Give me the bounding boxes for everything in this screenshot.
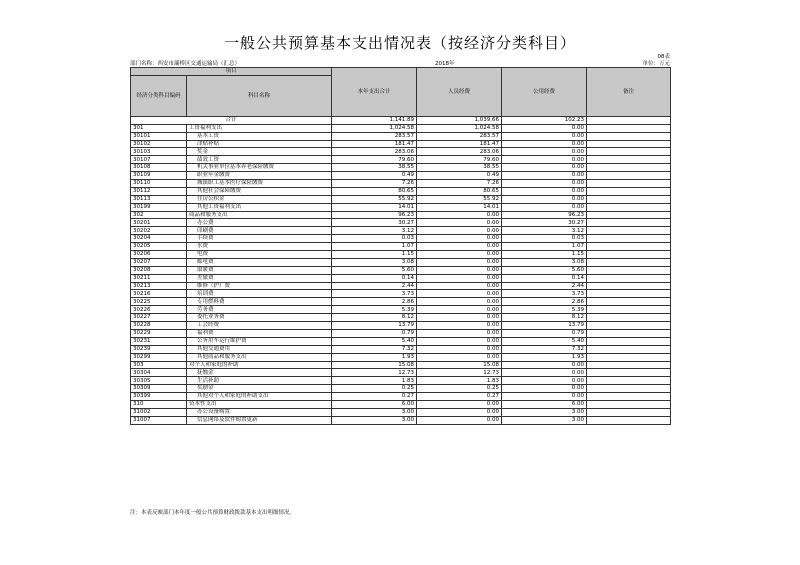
row-public: 8.12: [502, 314, 587, 322]
row-remark: [587, 266, 671, 274]
row-public: 0.00: [502, 148, 587, 156]
row-total: 2.44: [332, 282, 417, 290]
table-row: [131, 266, 671, 274]
row-total: 1.83: [332, 377, 417, 385]
row-code: 30225: [131, 298, 187, 306]
row-public: 0.00: [502, 393, 587, 401]
row-public: 3.00: [502, 408, 587, 416]
row-code: 30110: [131, 180, 187, 188]
row-public: 0.14: [502, 274, 587, 282]
row-remark: [587, 329, 671, 337]
row-code: 30103: [131, 148, 187, 156]
row-name: 委托业务费: [187, 314, 332, 322]
row-name: 维修（护）费: [187, 282, 332, 290]
row-public: 5.40: [502, 337, 587, 345]
row-public: 30.27: [502, 219, 587, 227]
row-name: 专用燃料费: [187, 298, 332, 306]
row-name: 水费: [187, 243, 332, 251]
row-total: 7.26: [332, 180, 417, 188]
row-personnel: 0.00: [417, 329, 502, 337]
footnote: 注：本表反映部门本年度一般公共预算财政拨款基本支出明细情况。: [130, 510, 296, 516]
row-personnel: 0.00: [417, 290, 502, 298]
row-total: 7.32: [332, 345, 417, 353]
row-code: 302: [131, 211, 187, 219]
row-public: 3.12: [502, 227, 587, 235]
row-public: 0.00: [502, 156, 587, 164]
table-row: [131, 195, 671, 203]
table-row: [131, 337, 671, 345]
form-code: 08表: [657, 54, 670, 60]
row-code: 30108: [131, 164, 187, 172]
row-personnel: 0.00: [417, 211, 502, 219]
row-public: 2.86: [502, 298, 587, 306]
row-remark: [587, 306, 671, 314]
row-remark: [587, 353, 671, 361]
row-public: 0.00: [502, 361, 587, 369]
row-code: 31002: [131, 408, 187, 416]
row-public: 0.00: [502, 377, 587, 385]
header-public: 公用经费: [502, 68, 587, 117]
row-total: 0.27: [332, 393, 417, 401]
row-total: 8.12: [332, 314, 417, 322]
row-total: 1.15: [332, 251, 417, 259]
row-code: 30204: [131, 235, 187, 243]
row-name: 机关事业单位基本养老保险缴费: [187, 164, 332, 172]
total-personnel: 1,039.66: [417, 116, 502, 124]
row-code: 30229: [131, 329, 187, 337]
row-public: 6.00: [502, 400, 587, 408]
row-total: 6.00: [332, 400, 417, 408]
row-total: 13.79: [332, 322, 417, 330]
table-row: [131, 282, 671, 290]
header-total: 本年支出合计: [332, 68, 417, 117]
row-remark: [587, 211, 671, 219]
row-personnel: 0.00: [417, 243, 502, 251]
row-code: 30207: [131, 258, 187, 266]
row-name: 对个人和家庭的补助: [187, 361, 332, 369]
table-row: [131, 322, 671, 330]
department-name: 部门名称：西安市灞桥区交通运输局（汇总）: [130, 61, 241, 67]
row-remark: [587, 369, 671, 377]
row-total: 5.39: [332, 306, 417, 314]
unit-label: 单位：万元: [642, 61, 670, 67]
row-personnel: 12.73: [417, 369, 502, 377]
table-row: [131, 377, 671, 385]
total-remark: [587, 116, 671, 124]
row-public: 0.03: [502, 235, 587, 243]
row-total: 96.23: [332, 211, 417, 219]
row-code: 30201: [131, 219, 187, 227]
row-name: 福利费: [187, 329, 332, 337]
row-total: 79.60: [332, 156, 417, 164]
table-row: [131, 345, 671, 353]
row-total: 0.49: [332, 172, 417, 180]
row-personnel: 0.00: [417, 314, 502, 322]
row-name: 资本性支出: [187, 400, 332, 408]
row-code: 30205: [131, 243, 187, 251]
table-row: [131, 235, 671, 243]
row-personnel: 0.00: [417, 235, 502, 243]
row-personnel: 181.47: [417, 140, 502, 148]
row-total: 2.86: [332, 298, 417, 306]
row-code: 303: [131, 361, 187, 369]
row-total: 283.06: [332, 148, 417, 156]
table-row: [131, 180, 671, 188]
table-row: [131, 274, 671, 282]
row-public: 5.60: [502, 266, 587, 274]
row-personnel: 0.00: [417, 306, 502, 314]
row-code: 30101: [131, 132, 187, 140]
row-personnel: 0.00: [417, 298, 502, 306]
row-name: 培训费: [187, 290, 332, 298]
row-personnel: 1.83: [417, 377, 502, 385]
row-remark: [587, 235, 671, 243]
row-remark: [587, 408, 671, 416]
row-personnel: 0.00: [417, 258, 502, 266]
table-row: [131, 203, 671, 211]
table-row: [131, 219, 671, 227]
row-remark: [587, 124, 671, 132]
row-remark: [587, 322, 671, 330]
row-name: 办公费: [187, 219, 332, 227]
table-row: [131, 416, 671, 424]
row-code: 30216: [131, 290, 187, 298]
row-remark: [587, 227, 671, 235]
row-total: 181.47: [332, 140, 417, 148]
row-remark: [587, 132, 671, 140]
row-personnel: 55.92: [417, 195, 502, 203]
row-public: 1.15: [502, 251, 587, 259]
row-total: 0.79: [332, 329, 417, 337]
row-name: 印刷费: [187, 227, 332, 235]
row-personnel: 0.27: [417, 393, 502, 401]
row-remark: [587, 164, 671, 172]
row-public: 0.00: [502, 203, 587, 211]
row-remark: [587, 219, 671, 227]
row-public: 0.00: [502, 187, 587, 195]
row-public: 3.00: [502, 416, 587, 424]
table-row: [131, 393, 671, 401]
row-code: 30109: [131, 172, 187, 180]
row-remark: [587, 195, 671, 203]
table-row: [131, 187, 671, 195]
row-personnel: 0.25: [417, 385, 502, 393]
row-remark: [587, 400, 671, 408]
row-name: 其他社会保障缴费: [187, 187, 332, 195]
row-code: 310: [131, 400, 187, 408]
table-row: [131, 140, 671, 148]
row-total: 283.57: [332, 132, 417, 140]
row-total: 5.60: [332, 266, 417, 274]
header-project: 项目: [131, 68, 332, 76]
row-total: 3.12: [332, 227, 417, 235]
row-personnel: 0.00: [417, 337, 502, 345]
row-code: 30304: [131, 369, 187, 377]
table-row: [131, 148, 671, 156]
row-public: 2.44: [502, 282, 587, 290]
row-remark: [587, 251, 671, 259]
row-public: 1.93: [502, 353, 587, 361]
row-public: 0.00: [502, 385, 587, 393]
header-personnel: 人员经费: [417, 68, 502, 117]
row-name: 其他交通费用: [187, 345, 332, 353]
row-personnel: 0.00: [417, 282, 502, 290]
row-name: 奖励金: [187, 385, 332, 393]
row-name: 办公设备购置: [187, 408, 332, 416]
table-row: [131, 243, 671, 251]
table-row: [131, 124, 671, 132]
row-public: 96.23: [502, 211, 587, 219]
row-public: 0.00: [502, 172, 587, 180]
total-row: [131, 116, 671, 124]
table-row: [131, 361, 671, 369]
row-personnel: 0.00: [417, 219, 502, 227]
table-row: [131, 258, 671, 266]
row-remark: [587, 416, 671, 424]
row-remark: [587, 243, 671, 251]
report-year: 2018年: [435, 61, 455, 67]
table-row: [131, 353, 671, 361]
row-code: 30113: [131, 195, 187, 203]
row-remark: [587, 187, 671, 195]
table-row: [131, 290, 671, 298]
row-total: 1,024.58: [332, 124, 417, 132]
row-personnel: 0.00: [417, 251, 502, 259]
row-name: 其他工资福利支出: [187, 203, 332, 211]
table-row: [131, 251, 671, 259]
row-remark: [587, 298, 671, 306]
row-remark: [587, 282, 671, 290]
row-name: 城镇职工基本医疗保险缴费: [187, 180, 332, 188]
row-personnel: 0.00: [417, 416, 502, 424]
row-name: 职业年金缴费: [187, 172, 332, 180]
row-personnel: 0.00: [417, 322, 502, 330]
row-remark: [587, 314, 671, 322]
row-code: 30199: [131, 203, 187, 211]
table-row: [131, 298, 671, 306]
row-name: 其他对个人和家庭的补助支出: [187, 393, 332, 401]
page-title: 一般公共预算基本支出情况表（按经济分类科目）: [223, 34, 576, 52]
row-public: 0.00: [502, 124, 587, 132]
row-total: 80.65: [332, 187, 417, 195]
row-remark: [587, 140, 671, 148]
row-public: 0.00: [502, 369, 587, 377]
row-total: 14.01: [332, 203, 417, 211]
row-total: 3.00: [332, 408, 417, 416]
total-public: 102.23: [502, 116, 587, 124]
row-total: 0.14: [332, 274, 417, 282]
row-code: 30227: [131, 314, 187, 322]
row-name: 信息网络及软件购置更新: [187, 416, 332, 424]
row-name: 公务用车运行维护费: [187, 337, 332, 345]
row-code: 30309: [131, 385, 187, 393]
row-personnel: 7.26: [417, 180, 502, 188]
table-row: [131, 227, 671, 235]
row-public: 13.79: [502, 322, 587, 330]
row-public: 7.32: [502, 345, 587, 353]
row-code: 30208: [131, 266, 187, 274]
row-total: 12.73: [332, 369, 417, 377]
row-personnel: 283.57: [417, 132, 502, 140]
table-row: [131, 211, 671, 219]
table-row: [131, 164, 671, 172]
row-remark: [587, 156, 671, 164]
row-personnel: 38.55: [417, 164, 502, 172]
row-name: 商品和服务支出: [187, 211, 332, 219]
row-total: 0.03: [332, 235, 417, 243]
row-code: 30102: [131, 140, 187, 148]
report-meta: [130, 59, 670, 67]
row-personnel: 0.00: [417, 345, 502, 353]
row-remark: [587, 274, 671, 282]
row-personnel: 283.06: [417, 148, 502, 156]
row-total: 5.40: [332, 337, 417, 345]
row-name: 抚恤金: [187, 369, 332, 377]
table-row: [131, 132, 671, 140]
row-code: 30211: [131, 274, 187, 282]
header-code: 经济分类科目编码: [131, 75, 187, 116]
row-personnel: 0.00: [417, 400, 502, 408]
row-name: 奖金: [187, 148, 332, 156]
row-remark: [587, 203, 671, 211]
row-remark: [587, 172, 671, 180]
row-public: 0.00: [502, 140, 587, 148]
row-total: 3.00: [332, 416, 417, 424]
row-public: 1.07: [502, 243, 587, 251]
row-code: 31007: [131, 416, 187, 424]
table-row: [131, 385, 671, 393]
row-code: 30226: [131, 306, 187, 314]
row-total: 55.92: [332, 195, 417, 203]
row-code: 30228: [131, 322, 187, 330]
row-code: 30231: [131, 337, 187, 345]
header-row-group: [131, 68, 671, 76]
total-label: 合计: [131, 116, 332, 124]
header-remark: 备注: [587, 68, 671, 117]
row-public: 0.79: [502, 329, 587, 337]
row-public: 3.73: [502, 290, 587, 298]
row-total: 0.25: [332, 385, 417, 393]
row-name: 住房公积金: [187, 195, 332, 203]
row-total: 30.27: [332, 219, 417, 227]
row-name: 其他商品和服务支出: [187, 353, 332, 361]
table-row: [131, 172, 671, 180]
table-row: [131, 306, 671, 314]
table-row: [131, 408, 671, 416]
row-public: 0.00: [502, 195, 587, 203]
table-row: [131, 400, 671, 408]
total-amount: 1,141.89: [332, 116, 417, 124]
row-remark: [587, 377, 671, 385]
row-personnel: 0.00: [417, 274, 502, 282]
row-public: 0.00: [502, 164, 587, 172]
row-name: 津贴补贴: [187, 140, 332, 148]
row-personnel: 0.00: [417, 227, 502, 235]
row-name: 电费: [187, 251, 332, 259]
row-personnel: 1,024.58: [417, 124, 502, 132]
row-personnel: 0.00: [417, 266, 502, 274]
table-row: [131, 156, 671, 164]
row-remark: [587, 148, 671, 156]
row-name: 绩效工资: [187, 156, 332, 164]
row-total: 3.73: [332, 290, 417, 298]
row-personnel: 79.60: [417, 156, 502, 164]
row-personnel: 80.65: [417, 187, 502, 195]
row-total: 1.93: [332, 353, 417, 361]
row-name: 劳务费: [187, 306, 332, 314]
row-code: 30206: [131, 251, 187, 259]
row-personnel: 15.08: [417, 361, 502, 369]
table-row: [131, 329, 671, 337]
row-name: 邮电费: [187, 258, 332, 266]
row-remark: [587, 180, 671, 188]
row-personnel: 14.01: [417, 203, 502, 211]
row-code: 30213: [131, 282, 187, 290]
row-total: 38.55: [332, 164, 417, 172]
row-remark: [587, 393, 671, 401]
header-name: 科目名称: [187, 75, 332, 116]
row-personnel: 0.00: [417, 408, 502, 416]
row-personnel: 0.49: [417, 172, 502, 180]
row-code: 30107: [131, 156, 187, 164]
row-code: 30399: [131, 393, 187, 401]
row-name: 差旅费: [187, 274, 332, 282]
row-name: 生活补助: [187, 377, 332, 385]
row-name: 取暖费: [187, 266, 332, 274]
row-name: 手续费: [187, 235, 332, 243]
row-public: 0.00: [502, 180, 587, 188]
row-total: 15.08: [332, 361, 417, 369]
row-code: 30112: [131, 187, 187, 195]
expenditure-table: [130, 67, 671, 425]
row-public: 5.39: [502, 306, 587, 314]
row-remark: [587, 258, 671, 266]
table-row: [131, 314, 671, 322]
row-remark: [587, 290, 671, 298]
row-remark: [587, 337, 671, 345]
row-code: 301: [131, 124, 187, 132]
table-row: [131, 369, 671, 377]
row-public: 3.08: [502, 258, 587, 266]
row-public: 0.00: [502, 132, 587, 140]
row-code: 30305: [131, 377, 187, 385]
row-remark: [587, 361, 671, 369]
row-remark: [587, 345, 671, 353]
row-name: 工资福利支出: [187, 124, 332, 132]
row-name: 工会经费: [187, 322, 332, 330]
row-total: 1.07: [332, 243, 417, 251]
row-code: 30299: [131, 353, 187, 361]
row-personnel: 0.00: [417, 353, 502, 361]
row-remark: [587, 385, 671, 393]
row-total: 3.08: [332, 258, 417, 266]
row-name: 基本工资: [187, 132, 332, 140]
row-code: 30239: [131, 345, 187, 353]
row-code: 30202: [131, 227, 187, 235]
